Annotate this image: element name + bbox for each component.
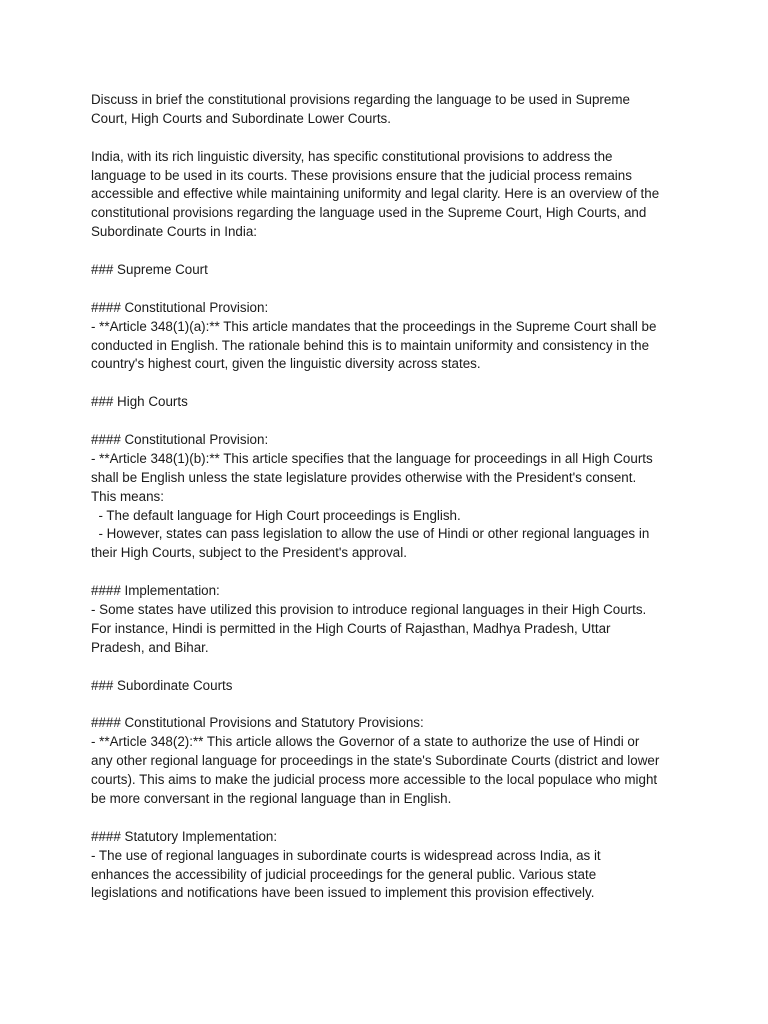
text-line: - **Article 348(1)(b):** This article specifies that the language for proceedings in all High Courts — [91, 450, 653, 466]
text-line: conducted in English. The rationale behind this is to maintain uniformity and consistency in the — [91, 337, 650, 353]
text-line: - The default language for High Court proceedings is English. — [91, 507, 461, 523]
subordinate-courts-paragraph — [91, 733, 708, 809]
text-line: shall be English unless the state legislature provides otherwise with the President's consent. — [91, 469, 637, 485]
text-line: Discuss in brief the constitutional provisions regarding the language to be used in Supreme — [91, 92, 630, 107]
text-line: - **Article 348(1)(a):** This article mandates that the proceedings in the Supreme Court shall be — [91, 318, 657, 334]
subheading-implementation: #### Implementation: — [91, 583, 220, 599]
paragraph-gap — [91, 696, 708, 715]
text-line: legislations and notifications have been issued to implement this provision effectively. — [91, 885, 595, 901]
text-line: - Some states have utilized this provision to introduce regional languages in their High Courts. — [91, 602, 647, 618]
text-line: - However, states can pass legislation to allow the use of Hindi or other regional languages in — [91, 526, 650, 542]
paragraph-gap — [91, 563, 708, 582]
subheading-statutory-implementation: #### Statutory Implementation: — [91, 828, 278, 844]
paragraph-gap — [91, 374, 708, 393]
text-line: Subordinate Courts in India: — [91, 224, 257, 240]
text-line: accessible and effective while maintaining uniformity and legal clarity. Here is an overview of the — [91, 186, 660, 202]
text-line: language to be used in its courts. These provisions ensure that the judicial process remains — [91, 167, 632, 183]
paragraph-gap — [91, 129, 708, 148]
text-line: be more conversant in the regional language than in English. — [91, 790, 452, 806]
text-line: For instance, Hindi is permitted in the High Courts of Rajasthan, Madhya Pradesh, Uttar — [91, 620, 611, 636]
text-line: country's highest court, given the linguistic diversity across states. — [91, 356, 481, 372]
text-line: India, with its rich linguistic diversity, has specific constitutional provisions to address the — [91, 148, 613, 164]
text-line: Court, High Courts and Subordinate Lower Courts. — [91, 110, 391, 126]
text-line: enhances the accessibility of judicial proceedings for the general public. Various state — [91, 866, 597, 882]
implementation-paragraph — [91, 601, 708, 658]
supreme-court-paragraph — [91, 318, 708, 375]
intro-paragraph — [91, 148, 708, 242]
section-heading-subordinate-courts: ### Subordinate Courts — [91, 677, 233, 693]
section-heading-supreme-court: ### Supreme Court — [91, 262, 208, 278]
text-line: their High Courts, subject to the President's approval. — [91, 545, 407, 561]
paragraph-gap — [91, 412, 708, 431]
text-line: - The use of regional languages in subordinate courts is widespread across India, as it — [91, 847, 601, 863]
text-line: This means: — [91, 488, 164, 504]
section-heading-high-courts: ### High Courts — [91, 394, 188, 410]
subheading-constitutional-provision: #### Constitutional Provision: — [91, 432, 269, 448]
subheading-constitutional-and-statutory: #### Constitutional Provisions and Statutory Provisions: — [91, 715, 424, 731]
subheading-constitutional-provision: #### Constitutional Provision: — [91, 299, 269, 315]
high-courts-paragraph — [91, 450, 708, 563]
question-paragraph — [91, 91, 708, 129]
text-line: constitutional provisions regarding the language used in the Supreme Court, High Courts, and — [91, 205, 647, 221]
text-line: any other regional language for proceedings in the state's Subordinate Courts (district and lower — [91, 753, 660, 769]
text-line: Pradesh, and Bihar. — [91, 639, 209, 655]
text-line: - **Article 348(2):** This article allows the Governor of a state to authorize the use of Hindi or — [91, 734, 640, 750]
paragraph-gap — [91, 242, 708, 261]
paragraph-gap — [91, 658, 708, 677]
paragraph-gap — [91, 280, 708, 299]
paragraph-gap — [91, 809, 708, 828]
text-line: courts). This aims to make the judicial process more accessible to the local populace who might — [91, 772, 658, 788]
statutory-implementation-paragraph — [91, 847, 708, 904]
